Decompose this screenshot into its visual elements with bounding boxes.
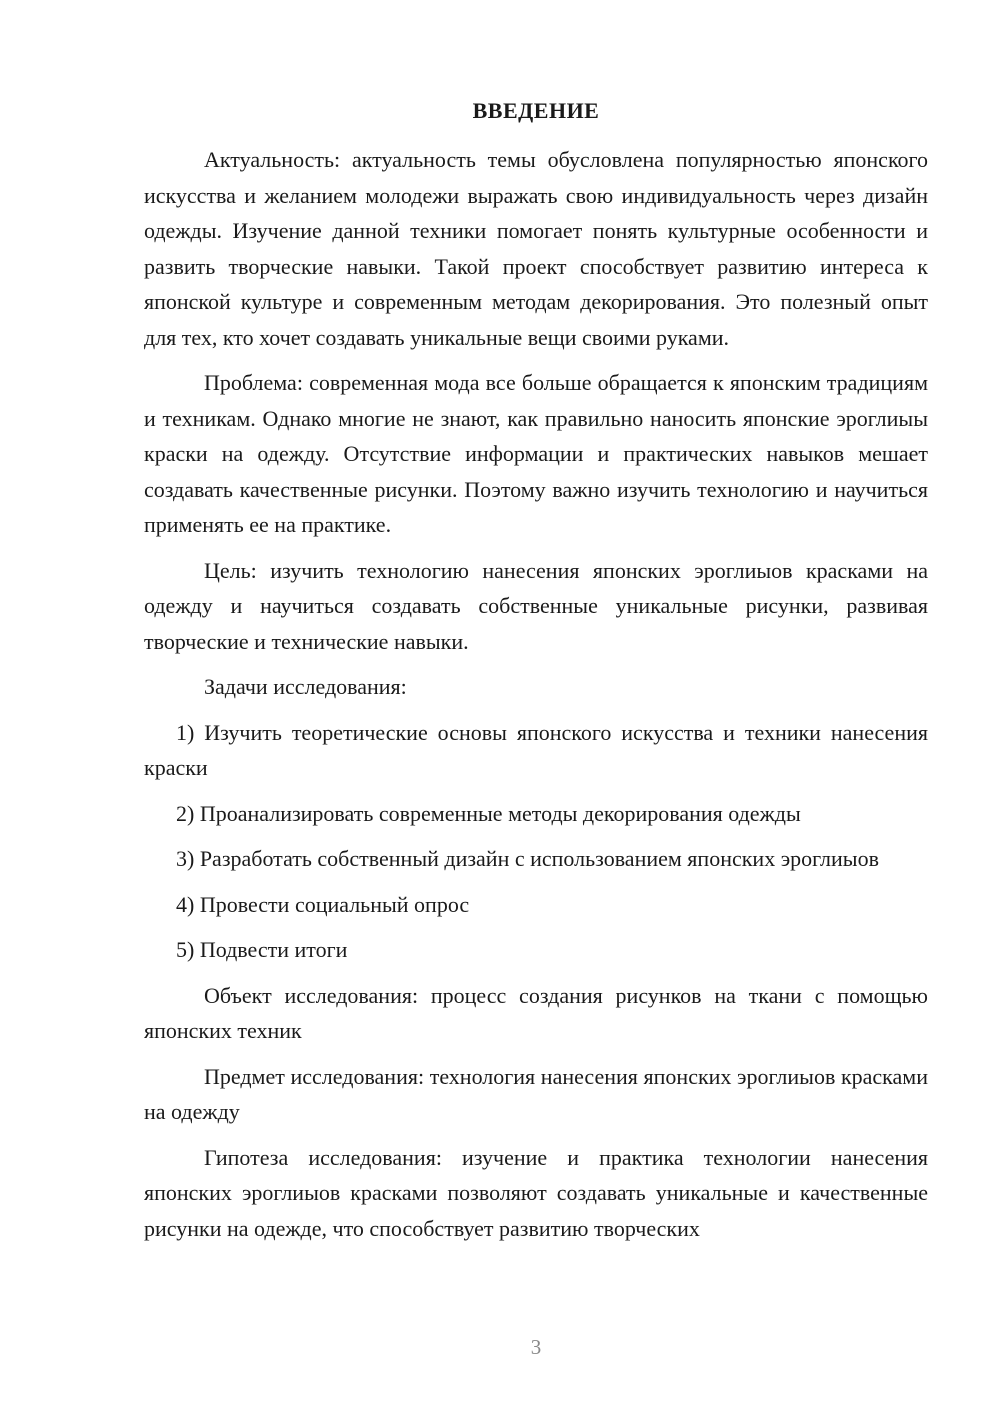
page-number: 3 <box>530 1335 542 1359</box>
paragraph-hypothesis: Гипотеза исследования: изучение и практика технологии нанесения японских эроглиыов красками позволяют создавать уникальные и качественные рисунки на одежде, что способствует развитию творческих <box>144 1144 928 1241</box>
section-title: ВВЕДЕНИЕ <box>472 98 600 123</box>
paragraph-goal: Цель: изучить технологию нанесения японских эроглиыов красками на одежду и научиться создавать собственные уникальные рисунки, развивая творческие и технические навыки. <box>144 557 928 654</box>
task-item-2: 2) Проанализировать современные методы декорирования одежды <box>176 800 801 826</box>
task-item-1: 1) Изучить теоретические основы японского искусства и техники нанесения краски <box>144 719 928 780</box>
task-item-3: 3) Разработать собственный дизайн с использованием японских эроглиыов <box>176 846 879 871</box>
paragraph-relevance: Актуальность: актуальность темы обусловлена популярностью японского искусства и желанием молодежи выражать свою индивидуальность через дизайн одежды. Изучение данной техники помогает понять культурные особенности и развить творческие навыки. Такой проект способствует развитию интереса к японской культуре и современным методам декорирования. Это полезный опыт для тех, кто хочет создавать уникальные вещи своими руками. <box>144 147 928 350</box>
paragraph-object: Объект исследования: процесс создания рисунков на ткани с помощью японских техник <box>144 982 928 1043</box>
paragraph-problem: Проблема: современная мода все больше обращается к японским традициям и техникам. Однако многие не знают, как правильно наносить японские эроглиыы краски на одежду. Отсутствие информации и практических навыков мешает создавать качественные рисунки. Поэтому важно изучить технологию и научиться применять ее на практике. <box>144 370 928 537</box>
paragraph-tasks-heading: Задачи исследования: <box>204 674 407 699</box>
task-item-4: 4) Провести социальный опрос <box>176 891 470 917</box>
task-item-5: 5) Подвести итоги <box>176 937 348 962</box>
body-text <box>144 142 928 1246</box>
paragraph-subject: Предмет исследования: технология нанесения японских эроглиыов красками на одежду <box>144 1063 928 1124</box>
